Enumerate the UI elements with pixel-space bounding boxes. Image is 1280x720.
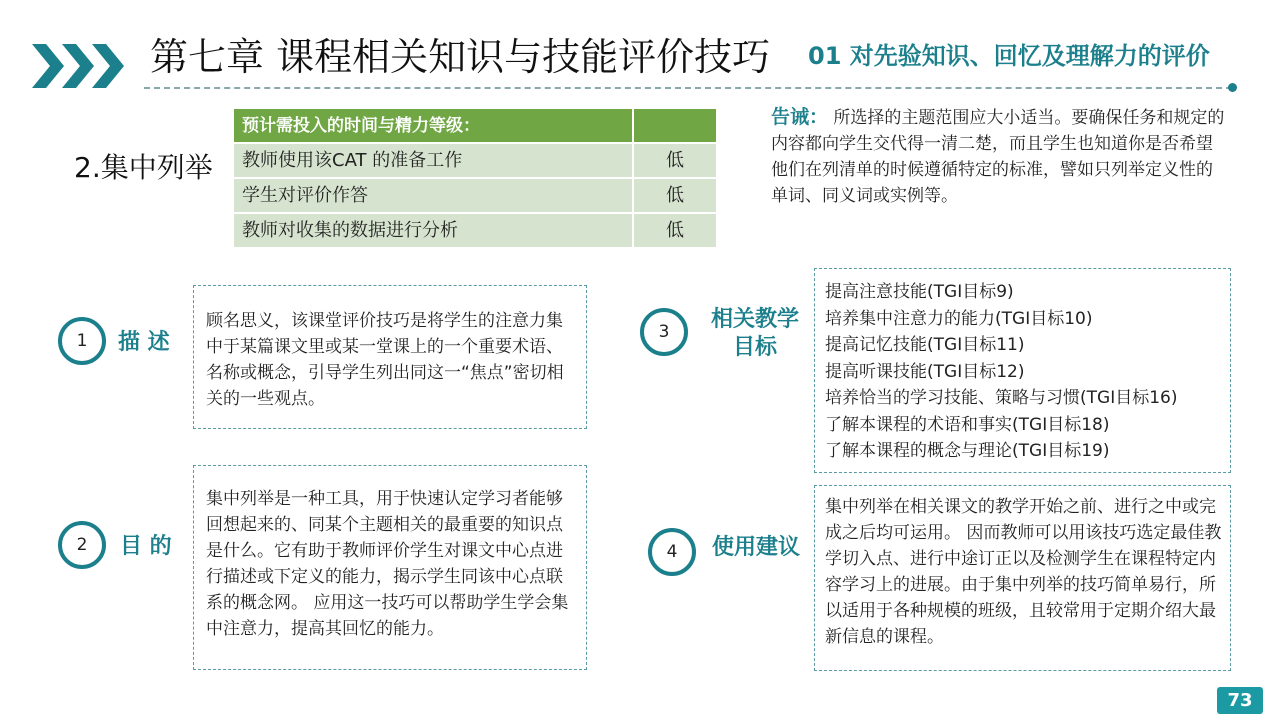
table-row	[233, 178, 717, 213]
level-cell: 低	[633, 178, 717, 213]
table-row	[233, 143, 717, 178]
purpose-text: 集中列举是一种工具，用于快速认定学习者能够回想起来的、同某个主题相关的最重要的知识点是什么。它有助于教师评价学生对课文中心点进行描述或下定义的能力，揭示学生同该中心点联系的概念网。 应用这一技巧可以帮助学生学会集中注意力，提高其回忆的能力。	[206, 489, 569, 639]
task-cell: 教师对收集的数据进行分析	[233, 213, 633, 248]
task-cell: 教师使用该CAT 的准备工作	[233, 143, 633, 178]
list-item: 提高注意技能(TGI目标9)	[825, 282, 1014, 302]
section-number-badge-3: 3	[640, 308, 688, 356]
header-divider-dot	[1228, 83, 1237, 92]
section-title: 01 对先验知识、回忆及理解力的评价	[808, 42, 1210, 70]
table-header-cell: 预计需投入的时间与精力等级：	[233, 108, 633, 143]
warning-text: 所选择的主题范围应大小适当。要确保任务和规定的内容都向学生交代得一清二楚，而且学生也知道你是否希望他们在列清单的时候遵循特定的标准，譬如只列举定义性的单词、同义词或实例等。	[771, 108, 1225, 206]
warning-label: 告诫：	[771, 106, 829, 128]
table-header-empty-cell	[633, 108, 717, 143]
warning-note	[771, 104, 1229, 209]
list-item: 提高听课技能(TGI目标12)	[825, 361, 1025, 382]
triple-chevron-right-icon	[32, 44, 128, 88]
list-item: 提高记忆技能(TGI目标11)	[825, 335, 1025, 355]
section-label-purpose: 目 的	[120, 534, 172, 559]
task-cell: 学生对评价作答	[233, 178, 633, 213]
section-label-usage-suggestions: 使用建议	[712, 535, 801, 560]
table-header-row	[233, 108, 717, 143]
list-item: 培养恰当的学习技能、策略与习惯(TGI目标16)	[825, 388, 1178, 408]
section-label-description: 描 述	[118, 330, 170, 355]
list-item: 了解本课程的术语和事实(TGI目标18)	[825, 414, 1110, 435]
teaching-goals-label-line: 目标	[732, 335, 777, 360]
table-row	[233, 213, 717, 248]
page-number: 73	[1217, 687, 1263, 714]
header-divider	[144, 87, 1232, 89]
list-item: 了解本课程的概念与理论(TGI目标19)	[825, 441, 1110, 461]
description-text: 顾名思义，该课堂评价技巧是将学生的注意力集中于某篇课文里或某一堂课上的一个重要术语、名称或概念，引导学生列出同这一“焦点”密切相关的一些观点。	[206, 311, 564, 409]
usage-suggestions-box	[814, 485, 1231, 671]
section-label-teaching-goals	[700, 306, 810, 362]
effort-level-table	[232, 107, 718, 249]
teaching-goals-label-line: 相关教学	[710, 307, 799, 332]
section-number-badge-4: 4	[648, 528, 696, 576]
description-box	[193, 285, 587, 429]
purpose-box	[193, 465, 587, 670]
usage-suggestions-text: 集中列举在相关课文的教学开始之前、进行之中或完成之后均可运用。 因而教师可以用该技巧选定最佳教学切入点、进行中途订正以及检测学生在课程特定内容学习上的进展。由于集中列举的技巧简单易行，所以适用于各种规模的班级，且较常用于定期介绍大最新信息的课程。	[825, 497, 1222, 647]
section-number-badge-1: 1	[58, 317, 106, 365]
chapter-title: 第七章 课程相关知识与技能评价技巧	[150, 35, 771, 79]
teaching-goals-box	[814, 268, 1231, 473]
level-cell: 低	[633, 143, 717, 178]
level-cell: 低	[633, 213, 717, 248]
section-number-badge-2: 2	[58, 521, 106, 569]
method-label: 2.集中列举	[74, 151, 213, 184]
list-item: 培养集中注意力的能力(TGI目标10)	[825, 308, 1093, 329]
